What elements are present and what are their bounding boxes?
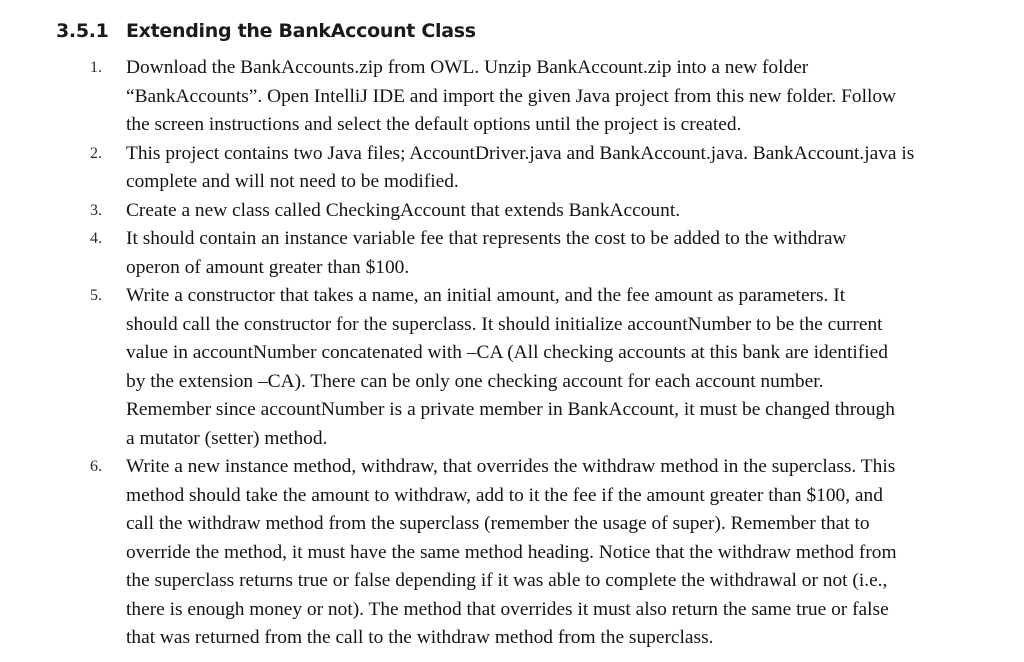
- step-number: 3.: [90, 201, 102, 219]
- step-number: 2.: [90, 144, 102, 162]
- step-text-line: “BankAccounts”. Open IntelliJ IDE and import the given Java project from this new folder. Follow: [126, 85, 897, 107]
- instruction-step: [0, 225, 1006, 282]
- step-text-line: should call the constructor for the superclass. It should initialize accountNumber to be the current: [126, 313, 883, 335]
- step-text-line: override the method, it must have the same method heading. Notice that the withdraw method from: [126, 541, 897, 563]
- step-text-line: the screen instructions and select the default options until the project is created.: [126, 114, 742, 135]
- step-text-line: Download the BankAccounts.zip from OWL. Unzip BankAccount.zip into a new folder: [126, 57, 809, 78]
- instruction-step: [0, 54, 1006, 140]
- step-text-line: method should take the amount to withdraw, add to it the fee if the amount greater than $100, and: [126, 484, 883, 506]
- step-text-line: the superclass returns true or false depending if it was able to complete the withdrawal or not (i.e.,: [126, 570, 888, 591]
- section-number: 3.5.1: [56, 20, 109, 42]
- step-text-line: a mutator (setter) method.: [126, 427, 328, 449]
- step-text-line: value in accountNumber concatenated with –CA (All checking accounts at this bank are identified: [126, 342, 888, 363]
- step-text-line: by the extension –CA). There can be only one checking account for each account number.: [126, 370, 824, 392]
- step-text-line: call the withdraw method from the superclass (remember the usage of super). Remember that to: [126, 513, 870, 534]
- instruction-step: [0, 282, 1006, 453]
- step-text-line: operon of amount greater than $100.: [126, 256, 410, 278]
- instruction-step: [0, 197, 1006, 226]
- step-text-line: that was returned from the call to the withdraw method from the superclass.: [126, 627, 714, 648]
- section-title: Extending the BankAccount Class: [126, 20, 476, 42]
- step-text-line: Write a constructor that takes a name, an initial amount, and the fee amount as parameters. It: [126, 285, 846, 306]
- step-text-line: Remember since accountNumber is a private member in BankAccount, it must be changed through: [126, 399, 895, 420]
- step-number: 5.: [90, 287, 102, 304]
- step-number: 1.: [90, 59, 102, 76]
- step-number: 6.: [90, 458, 102, 475]
- instruction-list: [0, 54, 1006, 653]
- step-text-line: It should contain an instance variable fee that represents the cost to be added to the withdraw: [126, 228, 847, 249]
- step-text-line: complete and will not need to be modified.: [126, 171, 459, 192]
- step-number: 4.: [90, 230, 102, 247]
- step-text-line: there is enough money or not). The method that overrides it must also return the same true or false: [126, 598, 889, 620]
- step-text-line: Create a new class called CheckingAccount that extends BankAccount.: [126, 199, 681, 221]
- instruction-step: [0, 140, 1006, 197]
- section-heading: [56, 20, 476, 42]
- instruction-step: [0, 453, 1006, 653]
- step-text-line: This project contains two Java files; AccountDriver.java and BankAccount.java. BankAccount.java is: [126, 142, 915, 164]
- step-text-line: Write a new instance method, withdraw, that overrides the withdraw method in the superclass. This: [126, 456, 896, 477]
